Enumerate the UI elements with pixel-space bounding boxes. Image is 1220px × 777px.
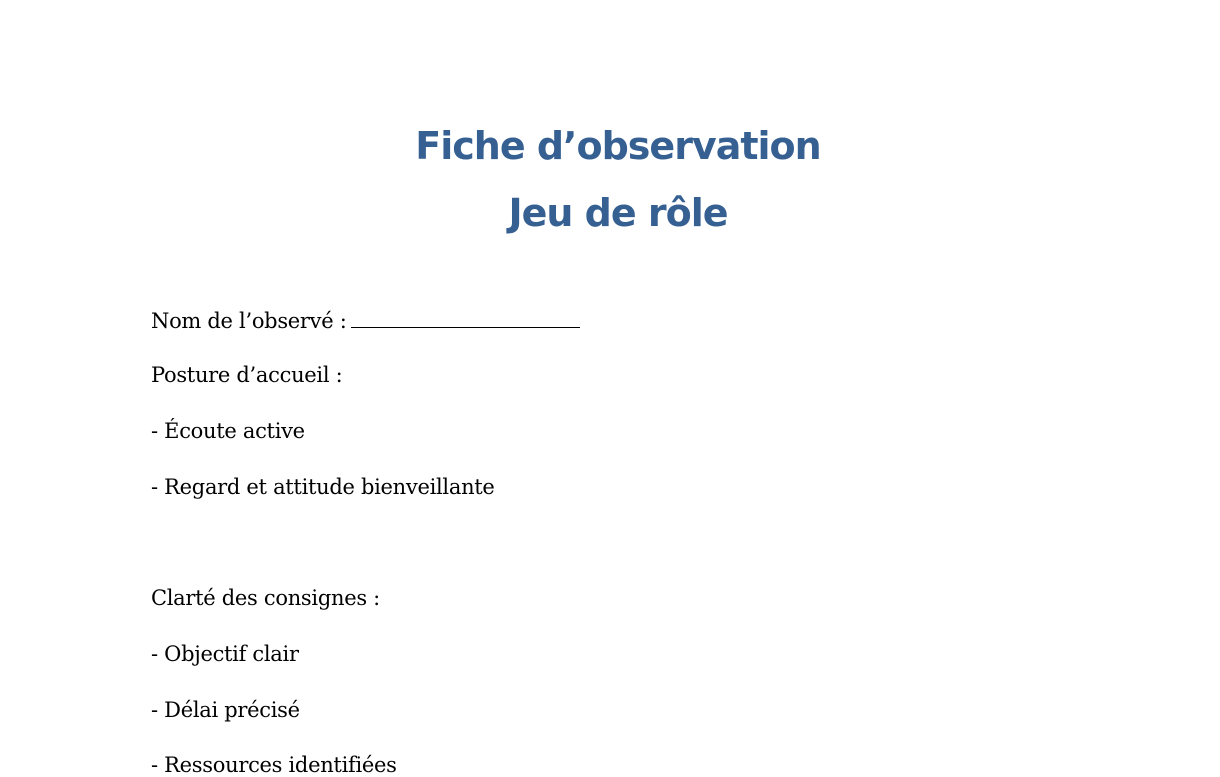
posture-item: - Écoute active [151,419,305,443]
observed-name-label: Nom de l’observé : [151,309,347,333]
clarity-item: - Ressources identifiées [151,753,397,777]
posture-heading: Posture d’accueil : [151,363,343,387]
clarity-heading: Clarté des consignes : [151,586,380,610]
clarity-item: - Délai précisé [151,698,300,722]
observed-name-blank-line [351,309,580,328]
clarity-item: - Objectif clair [151,642,299,666]
observed-name-row [151,309,580,332]
posture-item: - Regard et attitude bienveillante [151,475,495,499]
document-subtitle: Jeu de rôle [508,191,728,235]
document-title: Fiche d’observation [415,124,821,168]
